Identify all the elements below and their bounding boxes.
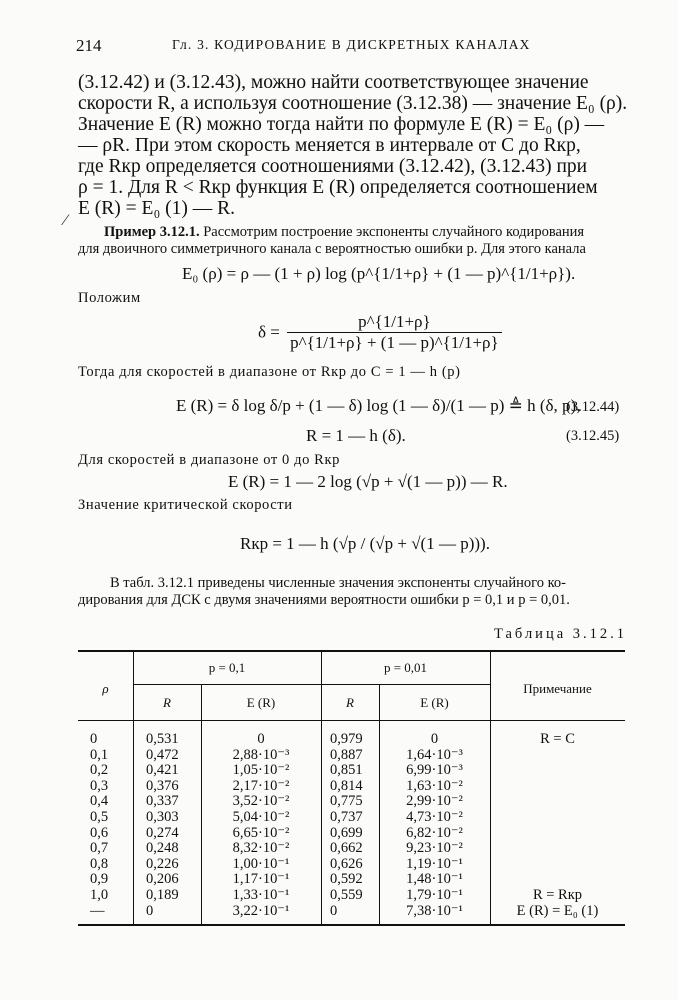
table-cell: 0,559 (330, 886, 363, 903)
table-cell (490, 779, 625, 795)
intro-line-7: E (R) = E₀ (1) — R. (78, 198, 235, 219)
header-p-0-01: p = 0,01 (383, 660, 428, 675)
table-cell: 1,0 (90, 886, 109, 903)
table-cell: 0,206 (146, 871, 179, 888)
intro-line-3: Значение E (R) можно тогда найти по формуле E (R) = E₀ (ρ) — (78, 114, 605, 135)
dlya-line: Для скоростей в диапазоне от 0 до Rкр (78, 452, 340, 468)
table-intro-line-1: В табл. 3.12.1 приведены численные значения экспоненты случайного ко- (110, 575, 566, 591)
column-R-p-0-1 (146, 732, 201, 919)
header-ER-2: E (R) (420, 695, 449, 710)
table-cell: 0,5 (90, 808, 109, 825)
running-title: Гл. 3. КОДИРОВАНИЕ В ДИСКРЕТНЫХ КАНАЛАХ (172, 37, 531, 52)
table-cell: 0,1 (90, 746, 109, 763)
table-caption: Таблица 3.12.1 (494, 626, 628, 642)
table-cell (490, 826, 625, 842)
page-number: 214 (76, 36, 102, 55)
formula-3-12-45: R = 1 — h (δ). (306, 426, 406, 445)
table-top-rule (78, 650, 625, 652)
intro-line-4: — ρR. При этом скорость меняется в интервале от C до Rкр, (78, 135, 581, 156)
table-cell: 0,3 (90, 777, 109, 794)
table-cell: 4,73·10⁻² (406, 808, 463, 825)
table-cell: 6,65·10⁻² (232, 824, 290, 841)
intro-line-6: ρ = 1. Для R < Rкр функция E (R) определяется соотношением (78, 177, 598, 198)
table-cell: 0,662 (330, 840, 363, 857)
table-cell: 0,531 (146, 731, 179, 747)
table-cell: 3,22·10⁻¹ (232, 902, 290, 919)
header-note: Примечание (523, 681, 592, 696)
intro-line-5: где Rкр определяется соотношениями (3.12.42), (3.12.43) при (78, 156, 588, 177)
togda-line: Тогда для скоростей в диапазоне от Rкр до C = 1 — h (p) (78, 364, 461, 380)
table-cell: 0,8 (90, 855, 109, 872)
table-cell: 7,38·10⁻¹ (406, 902, 463, 919)
table-cell: 0 (430, 731, 439, 747)
table-cell: 0 (330, 902, 338, 919)
table-vline-3 (321, 650, 322, 924)
delta-numerator: p^{1/1+ρ} (287, 312, 502, 333)
table-cell: 0,2 (90, 762, 109, 779)
table-cell (490, 763, 625, 779)
table-cell: 0,274 (146, 824, 179, 841)
table-cell: E (R) = E₀ (1) (516, 902, 599, 919)
table-cell: 0,6 (90, 824, 109, 841)
column-rho (90, 732, 130, 919)
example-label: Пример 3.12.1. (104, 224, 200, 240)
table-bottom-rule (78, 924, 625, 926)
eq-number-3-12-44: (3.12.44) (566, 399, 620, 415)
table-cell: 1,17·10⁻¹ (232, 871, 290, 888)
table-cell: 1,63·10⁻² (406, 777, 463, 794)
table-cell: 1,79·10⁻¹ (406, 886, 463, 903)
table-cell: — (90, 902, 105, 919)
column-ER-p-0-1 (201, 732, 321, 919)
table-cell (490, 794, 625, 810)
table-cell: 0,851 (330, 762, 363, 779)
table-vline-1 (133, 650, 134, 924)
table-cell: 1,64·10⁻³ (406, 746, 463, 763)
data-table (78, 650, 625, 926)
column-note (490, 732, 625, 919)
table-cell: 0,979 (330, 731, 363, 747)
intro-line-2: скорости R, а используя соотношение (3.12.38) — значение E₀ (ρ). (78, 93, 628, 114)
example-line-2: для двоичного симметричного канала с вероятностью ошибки p. Для этого канала (78, 241, 586, 257)
formula-3-12-44: E (R) = δ log δ/p + (1 — δ) log (1 — δ)/(1 — p) ≜ h (δ, p), (176, 396, 581, 415)
eq-number-3-12-45: (3.12.45) (566, 428, 620, 444)
table-cell: 0,248 (146, 840, 179, 857)
table-cell: 0,189 (146, 886, 179, 903)
table-cell: 0 (146, 902, 154, 919)
table-cell: 3,52·10⁻² (232, 793, 290, 810)
table-cell (490, 841, 625, 857)
table-cell: 0,775 (330, 793, 363, 810)
column-R-p-0-01 (330, 732, 379, 919)
table-cell: 2,88·10⁻³ (232, 746, 290, 763)
header-p-0-1: p = 0,1 (208, 660, 246, 675)
formula-critical-rate: Rкр = 1 — h (√p / (√p + √(1 — p))). (240, 534, 490, 553)
table-cell: 0,887 (330, 746, 363, 763)
column-ER-p-0-01 (379, 732, 490, 919)
table-cell (490, 872, 625, 888)
table-cell: 0,626 (330, 855, 363, 872)
delta-lhs: δ = (258, 322, 280, 342)
table-cell (490, 748, 625, 764)
header-R-1: R (163, 695, 171, 710)
example-first-line-text: Рассмотрим построение экспоненты случайного кодирования (203, 224, 585, 240)
table-cell: 0,337 (146, 793, 179, 810)
table-cell: 0 (90, 731, 98, 747)
table-cell (490, 857, 625, 873)
margin-pencil-mark: ⁄ (64, 212, 67, 229)
table-cell: 0,9 (90, 871, 109, 888)
table-cell: 6,82·10⁻² (406, 824, 463, 841)
table-cell: 0,699 (330, 824, 363, 841)
table-cell: 8,32·10⁻² (232, 840, 290, 857)
table-cell: 0,303 (146, 808, 179, 825)
table-cell: 9,23·10⁻² (406, 840, 463, 857)
polozhim-label: Положим (78, 290, 141, 306)
table-cell: 0,376 (146, 777, 179, 794)
table-cell: 0,814 (330, 777, 363, 794)
table-cell: 0,472 (146, 746, 179, 763)
table-cell: 6,99·10⁻³ (406, 762, 463, 779)
table-cell: 0,737 (330, 808, 363, 825)
example-first-line (104, 224, 584, 241)
critical-rate-label: Значение критической скорости (78, 497, 293, 513)
delta-denominator: p^{1/1+ρ} + (1 — p)^{1/1+ρ} (290, 333, 499, 352)
header-R-2: R (346, 695, 354, 710)
formula-low-rate: E (R) = 1 — 2 log (√p + √(1 — p)) — R. (228, 472, 508, 491)
table-cell: 2,17·10⁻² (232, 777, 290, 794)
header-ER-1: E (R) (246, 695, 276, 710)
table-cell: 0,421 (146, 762, 179, 779)
table-cell: 0,592 (330, 871, 363, 888)
table-cell: 0,7 (90, 840, 109, 857)
table-cell: 5,04·10⁻² (232, 808, 290, 825)
formula-delta (258, 312, 505, 353)
header-rho: ρ (102, 681, 109, 696)
table-cell (490, 810, 625, 826)
table-cell: 2,99·10⁻² (406, 793, 463, 810)
table-cell: 1,19·10⁻¹ (406, 855, 463, 872)
intro-line-1: (3.12.42) и (3.12.43), можно найти соответствующее значение (78, 72, 589, 93)
table-cell: 0,226 (146, 855, 179, 872)
table-intro-line-2: дирования для ДСК с двумя значениями вероятности ошибки p = 0,1 и p = 0,01. (78, 592, 570, 608)
table-cell: R = Rкр (532, 886, 583, 903)
table-subheader-rule (133, 684, 490, 685)
table-cell: 0 (257, 731, 265, 747)
table-cell: 0,4 (90, 793, 109, 810)
formula-e0: E₀ (ρ) = ρ — (1 + ρ) log (p^{1/1+ρ} + (1 — p)^{1/1+ρ}). (182, 264, 576, 283)
table-cell: 1,05·10⁻² (232, 762, 290, 779)
table-cell: R = C (540, 731, 575, 747)
table-cell: 1,48·10⁻¹ (406, 871, 463, 888)
table-cell: 1,00·10⁻¹ (232, 855, 290, 872)
table-cell: 1,33·10⁻¹ (232, 886, 290, 903)
table-header-bottom-rule (78, 720, 625, 721)
